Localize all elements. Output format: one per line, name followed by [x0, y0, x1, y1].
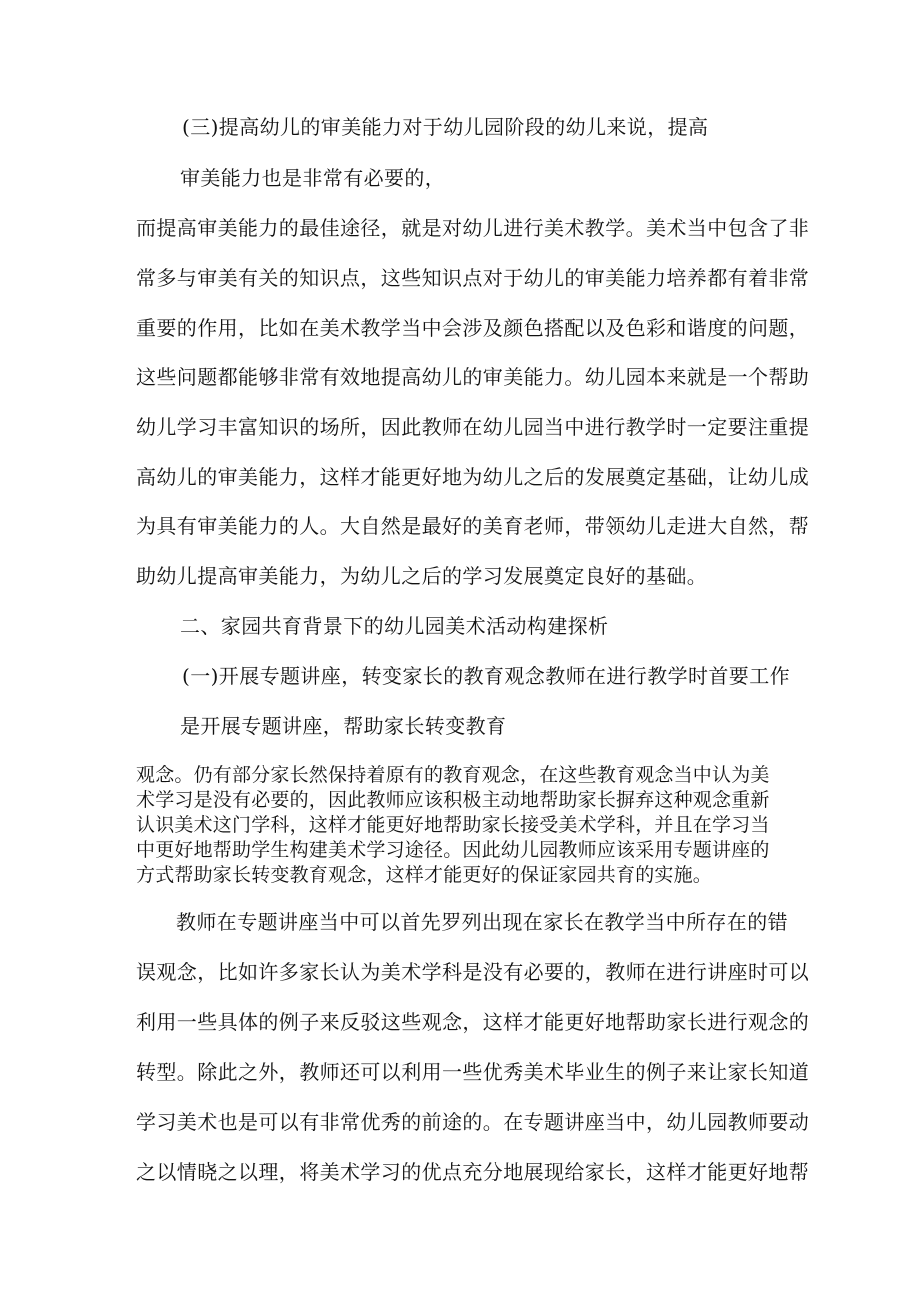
- para1-line: 幼儿学习丰富知识的场所，因此教师在幼儿园当中进行教学时一定要注重提: [136, 415, 810, 439]
- section-1-heading-line2: 是开展专题讲座，帮助家长转变教育: [180, 714, 507, 738]
- para3-line: 误观念，比如许多家长认为美术学科是没有必要的，教师在进行讲座时可以: [136, 960, 810, 984]
- para3-line: 教师在专题讲座当中可以首先罗列出现在家长在教学当中所存在的错: [176, 910, 788, 934]
- para3-line: 之以情晓之以理，将美术学习的优点充分地展现给家长，这样才能更好地帮: [136, 1160, 810, 1184]
- para2-line: 术学习是没有必要的，因此教师应该积极主动地帮助家长摒弃这种观念重新: [136, 789, 770, 811]
- para3-line: 转型。除此之外，教师还可以利用一些优秀美术毕业生的例子来让家长知道: [136, 1060, 810, 1084]
- para1-line: 高幼儿的审美能力，这样才能更好地为幼儿之后的发展奠定基础，让幼儿成: [136, 465, 810, 489]
- para1-line: 这些问题都能够非常有效地提高幼儿的审美能力。幼儿园本来就是一个帮助: [136, 365, 810, 389]
- para1-line: 重要的作用，比如在美术教学当中会涉及颜色搭配以及色彩和谐度的问题，: [136, 316, 810, 340]
- para1-line: 常多与审美有关的知识点，这些知识点对于幼儿的审美能力培养都有着非常: [136, 266, 810, 290]
- para3-line: 利用一些具体的例子来反驳这些观念，这样才能更好地帮助家长进行观念的: [136, 1010, 810, 1034]
- para2-line: 方式帮助家长转变教育观念，这样才能更好的保证家园共育的实施。: [136, 864, 713, 886]
- para1-line: 助幼儿提高审美能力，为幼儿之后的学习发展奠定良好的基础。: [136, 564, 708, 588]
- chapter-2-heading: 二、家园共育背景下的幼儿园美术活动构建探析: [180, 614, 609, 638]
- para2-line: 观念。仍有部分家长然保持着原有的教育观念，在这些教育观念当中认为美: [136, 764, 770, 786]
- section-3-heading-line1: (三)提高幼儿的审美能力对于幼儿园阶段的幼儿来说，提高: [182, 115, 709, 139]
- para2-line: 认识美术这门学科，这样才能更好地帮助家长接受美术学科，并且在学习当: [136, 814, 770, 836]
- section-1-heading-line1: (一)开展专题讲座，转变家长的教育观念教师在进行教学时首要工作: [182, 664, 791, 688]
- para1-line: 而提高审美能力的最佳途径，就是对幼儿进行美术教学。美术当中包含了非: [136, 216, 810, 240]
- para3-line: 学习美术也是可以有非常优秀的前途的。在专题讲座当中，幼儿园教师要动: [136, 1110, 810, 1134]
- section-3-heading-line2: 审美能力也是非常有必要的，: [180, 166, 446, 190]
- para1-line: 为具有审美能力的人。大自然是最好的美育老师，带领幼儿走进大自然，帮: [136, 514, 810, 538]
- para2-line: 中更好地帮助学生构建美术学习途径。因此幼儿园教师应该采用专题讲座的: [136, 839, 770, 861]
